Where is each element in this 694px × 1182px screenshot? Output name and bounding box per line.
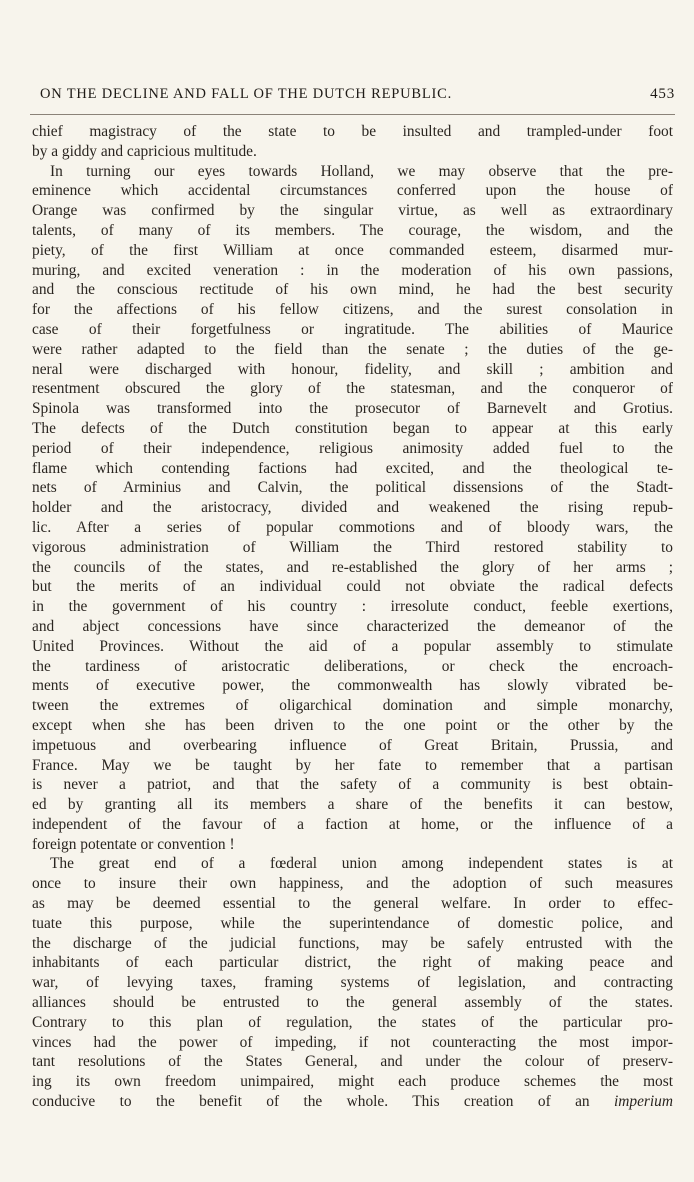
- text-line: foreign potentate or convention !: [32, 835, 235, 853]
- text-line: France. May we be taught by her fate to remember that a partisan: [32, 756, 673, 774]
- page-number: 453: [650, 86, 675, 102]
- text-line: except when she has been driven to the one point or the other by the: [32, 716, 673, 734]
- text-line: by a giddy and capricious multitude.: [32, 142, 257, 160]
- header-rule: [30, 114, 675, 115]
- text-line: ments of executive power, the commonwealth has slowly vibrated be-: [32, 677, 673, 695]
- text-line: lic. After a series of popular commotions and of bloody wars, the: [32, 518, 673, 536]
- text-line: vigorous administration of William the Third restored stability to: [32, 538, 673, 556]
- text-line: the tardiness of aristocratic deliberations, or check the encroach-: [32, 657, 673, 675]
- running-title: ON THE DECLINE AND FALL OF THE DUTCH REPUBLIC.: [40, 86, 453, 102]
- text-line: [32, 1092, 673, 1112]
- text-line: neral were discharged with honour, fidelity, and skill ; ambition and: [32, 360, 673, 378]
- text-line: In turning our eyes towards Holland, we may observe that the pre-: [50, 162, 673, 180]
- text-line: The defects of the Dutch constitution began to appear at this early: [32, 419, 673, 437]
- text-line: talents, of many of its members. The courage, the wisdom, and the: [32, 221, 673, 239]
- text-line: nets of Arminius and Calvin, the political dissensions of the Stadt-: [32, 479, 673, 497]
- text-line: war, of levying taxes, framing systems of legislation, and contracting: [32, 974, 673, 992]
- text-line: tuate this purpose, while the superintendance of domestic police, and: [32, 914, 673, 932]
- text-line: eminence which accidental circumstances conferred upon the house of: [32, 182, 673, 200]
- text-line: muring, and excited veneration : in the moderation of his own passions,: [32, 261, 673, 279]
- text-line: chief magistracy of the state to be insulted and trampled-under foot: [32, 123, 673, 140]
- text-line: vinces had the power of impeding, if not counteracting the most impor-: [32, 1033, 673, 1051]
- text-line: tant resolutions of the States General, and under the colour of preserv-: [32, 1053, 673, 1071]
- text-line-content: conducive to the benefit of the whole. This creation of an: [32, 1093, 590, 1111]
- text-line: ed by granting all its members a share of the benefits it can bestow,: [32, 796, 673, 814]
- text-line: impetuous and overbearing influence of Great Britain, Prussia, and: [32, 736, 673, 754]
- running-header: [40, 86, 675, 103]
- text-line: and the conscious rectitude of his own mind, he had the best security: [32, 281, 673, 299]
- text-line: Spinola was transformed into the prosecutor of Barnevelt and Grotius.: [32, 400, 673, 418]
- text-line: the discharge of the judicial functions, may be safely entrusted with the: [32, 934, 673, 952]
- text-line: inhabitants of each particular district, the right of making peace and: [32, 954, 673, 972]
- text-line: but the merits of an individual could not obviate the radical defects: [32, 578, 673, 596]
- text-line: United Provinces. Without the aid of a popular assembly to stimulate: [32, 637, 673, 655]
- text-line: were rather adapted to the field than the senate ; the duties of the ge-: [32, 340, 673, 358]
- text-line: flame which contending factions had excited, and the theological te-: [32, 459, 673, 477]
- text-line: period of their independence, religious animosity added fuel to the: [32, 439, 673, 457]
- italic-word: imperium: [614, 1093, 673, 1111]
- text-line: tween the extremes of oligarchical domination and simple monarchy,: [32, 697, 673, 715]
- text-line: alliances should be entrusted to the general assembly of the states.: [32, 994, 673, 1012]
- text-line: in the government of his country : irresolute conduct, feeble exertions,: [32, 598, 673, 616]
- text-line: as may be deemed essential to the general welfare. In order to effec-: [32, 895, 673, 913]
- text-line: for the affections of his fellow citizens, and the surest consolation in: [32, 301, 673, 319]
- text-line: piety, of the first William at once commanded esteem, disarmed mur-: [32, 241, 673, 259]
- text-line: Orange was confirmed by the singular virtue, as well as extraordinary: [32, 202, 673, 220]
- text-line: independent of the favour of a faction at home, or the influence of a: [32, 815, 673, 833]
- text-line: and abject concessions have since characterized the demeanor of the: [32, 617, 673, 635]
- text-line: ing its own freedom unimpaired, might each produce schemes the most: [32, 1073, 673, 1091]
- text-line: holder and the aristocracy, divided and weakened the rising repub-: [32, 499, 673, 517]
- text-line: the councils of the states, and re-established the glory of her arms ;: [32, 558, 673, 576]
- text-line: is never a patriot, and that the safety of a community is best obtain-: [32, 776, 673, 794]
- text-line: case of their forgetfulness or ingratitude. The abilities of Maurice: [32, 320, 673, 338]
- text-line: once to insure their own happiness, and the adoption of such measures: [32, 875, 673, 893]
- text-line: Contrary to this plan of regulation, the states of the particular pro-: [32, 1013, 673, 1031]
- body-text: [32, 122, 673, 1112]
- text-line: The great end of a fœderal union among independent states is at: [50, 855, 673, 873]
- text-line: resentment obscured the glory of the statesman, and the conqueror of: [32, 380, 673, 398]
